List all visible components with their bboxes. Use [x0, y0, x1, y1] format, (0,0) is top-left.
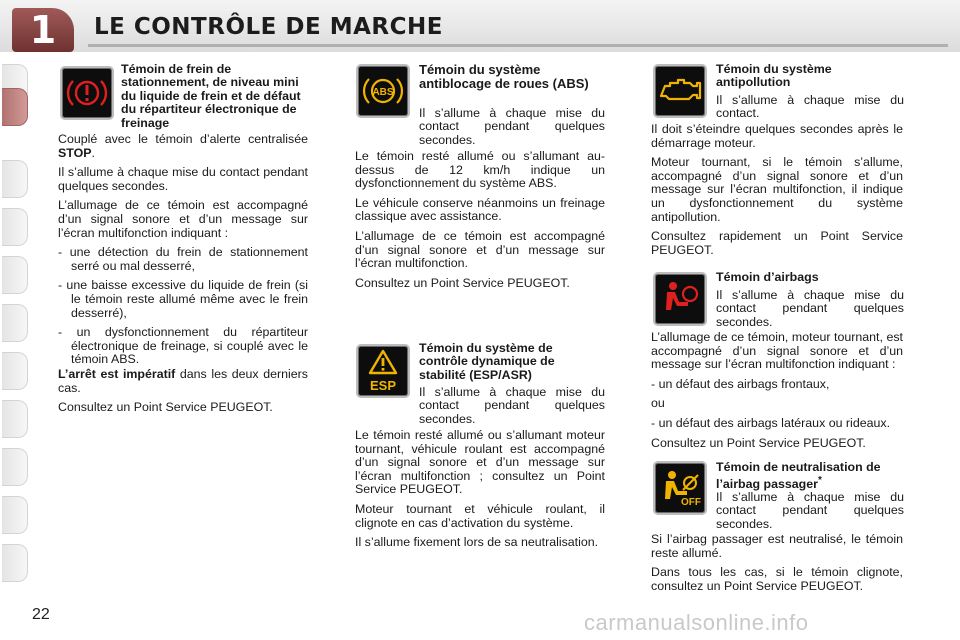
text: dans les deux derniers cas. [58, 366, 308, 395]
side-tab-active[interactable] [2, 88, 28, 126]
side-tab[interactable] [2, 496, 28, 534]
side-tab[interactable] [2, 352, 28, 390]
paragraph: Consultez un Point Service PEUGEOT. [58, 400, 273, 415]
side-tab[interactable] [2, 304, 28, 342]
side-tab[interactable] [2, 160, 28, 198]
brake-warning-icon [60, 66, 114, 120]
text: Couplé avec le témoin d’alerte centralisée [58, 132, 308, 146]
neutralisation-heading [716, 461, 904, 492]
paragraph: Si l’airbag passager est neutralisé, le témoin reste allumé. [651, 532, 903, 560]
airbag-icon [653, 272, 707, 326]
page-header [0, 0, 960, 52]
svg-text:OFF: OFF [681, 497, 701, 508]
abs-desc: Il s’allume à chaque mise du contact pendant quelques secondes. [419, 106, 605, 147]
paragraph: Il s’allume à chaque mise du contact pendant quelques secondes. [58, 165, 308, 193]
neutralisation-desc: Il s’allume à chaque mise du contact pendant quelques secondes. [716, 490, 904, 531]
paragraph: Il doit s’éteindre quelques secondes après le démarrage moteur. [651, 122, 903, 150]
antipollution-desc: Il s’allume à chaque mise du contact. [716, 93, 904, 121]
side-tab[interactable] [2, 544, 28, 582]
page-number: 22 [32, 606, 50, 623]
esp-icon-label: ESP [369, 378, 397, 393]
column-2-esp [355, 429, 605, 556]
side-tab[interactable] [2, 448, 28, 486]
list-item: - un défaut des airbags frontaux, [651, 376, 830, 391]
side-tab[interactable] [2, 208, 28, 246]
paragraph: Moteur tournant, si le témoin s’allume, accompagné d’un signal sonore et d’un message sur l’écran multifonction, il indique un dysfonctionnement du système antipollution. [651, 155, 903, 224]
airbag-heading: Témoin d’airbags [716, 270, 819, 284]
paragraph: Le véhicule conserve néanmoins un freinage classique avec assistance. [355, 195, 605, 224]
brake-heading: Témoin de frein de stationnement, de niveau mini du liquide de frein et de défaut du répartiteur électronique de freinage [121, 62, 301, 130]
paragraph: Consultez rapidement un Point Service PEUGEOT. [651, 229, 903, 257]
paragraph: Le témoin resté allumé ou s’allumant au-dessus de 12 km/h indique un dysfonctionnement du système ABS. [355, 149, 605, 191]
list-item: - un dysfonctionnement du répartiteur électronique de freinage, si couplé avec le témoin ABS. [58, 325, 308, 367]
paragraph: Moteur tournant et véhicule roulant, il clignote en cas d’activation du système. [355, 501, 605, 530]
paragraph: Consultez un Point Service PEUGEOT. [355, 275, 570, 290]
paragraph: ou [651, 396, 665, 411]
paragraph: L’allumage de ce témoin, moteur tournant, est accompagné d’un signal sonore et d’un message sur l’écran multifonction indiquant : [651, 330, 903, 372]
paragraph [58, 368, 308, 395]
side-tabs [0, 52, 30, 592]
paragraph: Le témoin resté allumé ou s’allumant moteur tournant, véhicule roulant est accompagné d’un signal sonore et d’un message sur l’écran multifonction ; consultez un Point Service PEUGEOT. [355, 428, 605, 497]
paragraph: Il s’allume fixement lors de sa neutralisation. [355, 535, 599, 550]
column-3-neutralisation [651, 533, 903, 599]
paragraph: L’allumage de ce témoin est accompagné d’un signal sonore et d’un message sur l’écran multifonction indiquant : [58, 198, 308, 240]
airbag-desc: Il s’allume à chaque mise du contact pendant quelques secondes. [716, 288, 904, 329]
stop-label: STOP [58, 145, 92, 160]
list-item: - une détection du frein de stationnement serré ou mal desserré, [58, 245, 308, 273]
abs-heading: Témoin du système antiblocage de roues (ABS) [419, 62, 589, 91]
esp-warning-icon [356, 344, 410, 398]
abs-warning-icon [356, 64, 410, 118]
list-item: - une baisse excessive du liquide de frein (si le témoin reste allumé même avec le frein desserré), [58, 278, 308, 320]
esp-desc: Il s’allume à chaque mise du contact pendant quelques secondes. [419, 385, 605, 426]
page-title: LE CONTRÔLE DE MARCHE [94, 14, 443, 40]
watermark: carmanualsonline.info [584, 610, 809, 635]
paragraph [58, 133, 308, 160]
header-rule [88, 44, 948, 47]
column-2-abs [355, 150, 605, 296]
paragraph: Consultez un Point Service PEUGEOT. [651, 435, 866, 450]
column-1 [58, 133, 308, 421]
engine-check-icon [653, 64, 707, 118]
paragraph: Dans tous les cas, si le témoin clignote, consultez un Point Service PEUGEOT. [651, 565, 903, 593]
passenger-airbag-off-icon [653, 461, 707, 515]
list-item: - un défaut des airbags latéraux ou rideaux. [651, 415, 891, 430]
paragraph: L’allumage de ce témoin est accompagné d’un signal sonore et d’un message sur l’écran multifonction. [355, 228, 605, 271]
column-3-antipollution [651, 123, 903, 263]
side-tab[interactable] [2, 400, 28, 438]
esp-heading: Témoin du système de contrôle dynamique de stabilité (ESP/ASR) [419, 341, 555, 382]
chapter-badge: 1 [12, 8, 74, 52]
text: Témoin de neutralisation de l’airbag passager [716, 460, 881, 492]
text: . [91, 145, 95, 160]
warning-bold: L’arrêt est impératif [58, 366, 176, 381]
svg-text:ABS: ABS [372, 87, 394, 98]
column-3-airbag [651, 331, 903, 456]
antipollution-heading: Témoin du système antipollution [716, 62, 832, 90]
side-tab[interactable] [2, 256, 28, 294]
footnote-star: * [817, 475, 822, 487]
